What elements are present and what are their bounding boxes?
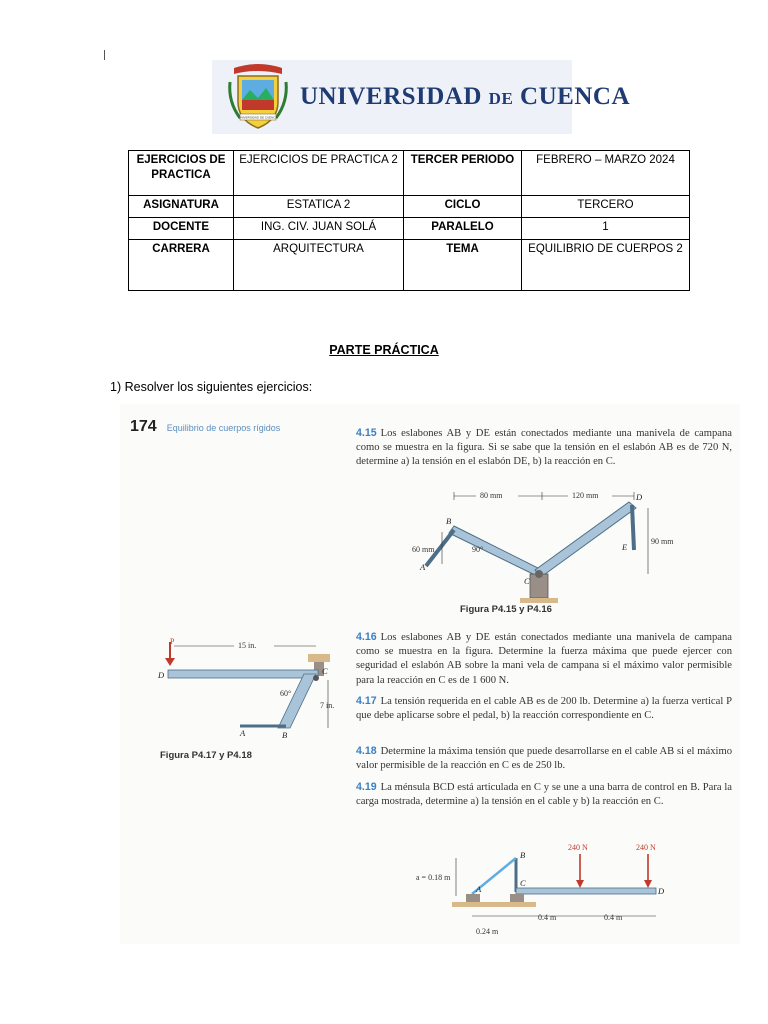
- problem-text: La ménsula BCD está articulada en C y se une a una barra de control en B. Para la carga mostrada, determine a) la tensión en el cable y b) la reacción en C.: [356, 782, 732, 808]
- university-crest-icon: [226, 62, 290, 132]
- label-a: A: [476, 884, 482, 894]
- label-a: A: [240, 728, 246, 738]
- dim-80mm: 80 mm: [480, 491, 503, 500]
- cell-career-value: ARQUITECTURA: [234, 240, 404, 291]
- university-name-word-1: UNIVERSIDAD: [300, 83, 482, 110]
- problem-number: 4.18: [356, 745, 377, 757]
- label-a: A: [420, 562, 426, 572]
- label-d: D: [636, 492, 643, 502]
- cell-career-label: CARRERA: [129, 240, 234, 291]
- cell-teacher-value: ING. CIV. JUAN SOLÁ: [234, 218, 404, 240]
- problem-4-16: [356, 630, 732, 688]
- cell-section-label: PARALELO: [404, 218, 522, 240]
- problem-text: Los eslabones AB y DE están conectados mediante una manivela de campana como se muestra en la figura. Determine la fuerza máxima que puede ejercer con seguridad el eslabón AB sobre la mani vela de campana si el máximo valor permisible para la reacción en C es de 1 600 N.: [356, 632, 732, 686]
- university-banner: [212, 60, 630, 134]
- book-page-header: [130, 418, 280, 436]
- dim-0-4m-a: 0.4 m: [538, 913, 557, 922]
- load-1: 240 N: [568, 843, 588, 852]
- problem-text: Determine la máxima tensión que puede desarrollarse en el cable AB si el máximo valor permisible de la reacción en C es de 250 lb.: [356, 746, 732, 772]
- problem-4-19: [356, 780, 732, 809]
- course-info-table: [128, 150, 690, 291]
- problem-text: Los eslabones AB y DE están conectados mediante una manivela de campana como se muestra en la figura. Si se sabe que la tensión en el eslabón AB es de 720 N, determine a) la tensión en el eslabón DE, b) la reacción en C.: [356, 428, 732, 468]
- cell-topic-value: EQUILIBRIO DE CUERPOS 2: [522, 240, 690, 291]
- problem-number: 4.15: [356, 427, 377, 439]
- dim-0-24m: 0.24 m: [476, 927, 499, 936]
- label-c: C: [520, 878, 526, 888]
- load-2: 240 N: [636, 843, 656, 852]
- figure-p4-15-diagram: [410, 486, 710, 610]
- cell-period-label: TERCER PERIODO: [404, 151, 522, 196]
- crest-banner-text: UNIVERSIDAD DE CUENCA: [238, 115, 278, 120]
- label-d: D: [158, 670, 165, 680]
- figure-p4-19-diagram: [416, 840, 676, 938]
- cell-teacher-label: DOCENTE: [129, 218, 234, 240]
- cell-period-value: FEBRERO – MARZO 2024: [522, 151, 690, 196]
- label-b: B: [282, 730, 288, 740]
- problem-4-15: [356, 426, 732, 470]
- table-row: [129, 240, 690, 291]
- cell-exercises-value: EJERCICIOS DE PRACTICA 2: [234, 151, 404, 196]
- label-d: D: [658, 886, 665, 896]
- dim-120mm: 120 mm: [572, 491, 599, 500]
- table-row: [129, 218, 690, 240]
- problem-4-18: [356, 744, 732, 773]
- table-row: [129, 151, 690, 196]
- cell-exercises-label: EJERCICIOS DE PRACTICA: [129, 151, 234, 196]
- problem-number: 4.19: [356, 781, 377, 793]
- cell-subject-label: ASIGNATURA: [129, 196, 234, 218]
- dim-a: a = 0.18 m: [416, 873, 451, 882]
- section-title: PARTE PRÁCTICA: [329, 343, 439, 357]
- instruction-text: 1) Resolver los siguientes ejercicios:: [110, 380, 313, 394]
- problem-text: La tensión requerida en el cable AB es de 200 lb. Determine a) la fuerza vertical P que debe aplicarse sobre el pedal, b) la reacción correspondiente en C.: [356, 696, 732, 722]
- university-name-word-3: CUENCA: [520, 83, 630, 110]
- text-cursor-mark: [104, 50, 105, 60]
- book-page-number: 174: [130, 418, 157, 435]
- textbook-scan: [120, 404, 740, 944]
- dim-90mm: 90 mm: [651, 537, 674, 546]
- figure-p4-17-diagram: [154, 634, 354, 750]
- problem-number: 4.16: [356, 631, 377, 643]
- dim-60mm: 60 mm: [412, 545, 435, 554]
- label-c: C: [524, 576, 530, 586]
- label-b: B: [446, 516, 452, 526]
- cell-cycle-value: TERCERO: [522, 196, 690, 218]
- label-p: P: [170, 637, 175, 646]
- cell-topic-label: TEMA: [404, 240, 522, 291]
- figure-caption-p4-15: Figura P4.15 y P4.16: [460, 604, 552, 615]
- label-e: E: [622, 542, 628, 552]
- angle-90: 90°: [472, 545, 484, 554]
- dim-15in: 15 in.: [238, 641, 257, 650]
- cell-cycle-label: CICLO: [404, 196, 522, 218]
- figure-caption-p4-17: Figura P4.17 y P4.18: [160, 750, 252, 761]
- label-b: B: [520, 850, 526, 860]
- table-row: [129, 196, 690, 218]
- angle-60: 60°: [280, 689, 292, 698]
- dim-0-4m-b: 0.4 m: [604, 913, 623, 922]
- university-name: [300, 83, 630, 111]
- cell-subject-value: ESTATICA 2: [234, 196, 404, 218]
- cell-section-value: 1: [522, 218, 690, 240]
- book-chapter-title: Equilibrio de cuerpos rígidos: [166, 423, 281, 433]
- dim-7in: 7 in.: [320, 701, 335, 710]
- problem-4-17: [356, 694, 732, 723]
- problem-number: 4.17: [356, 695, 377, 707]
- label-c: C: [322, 666, 328, 676]
- university-name-word-2: DE: [488, 89, 514, 108]
